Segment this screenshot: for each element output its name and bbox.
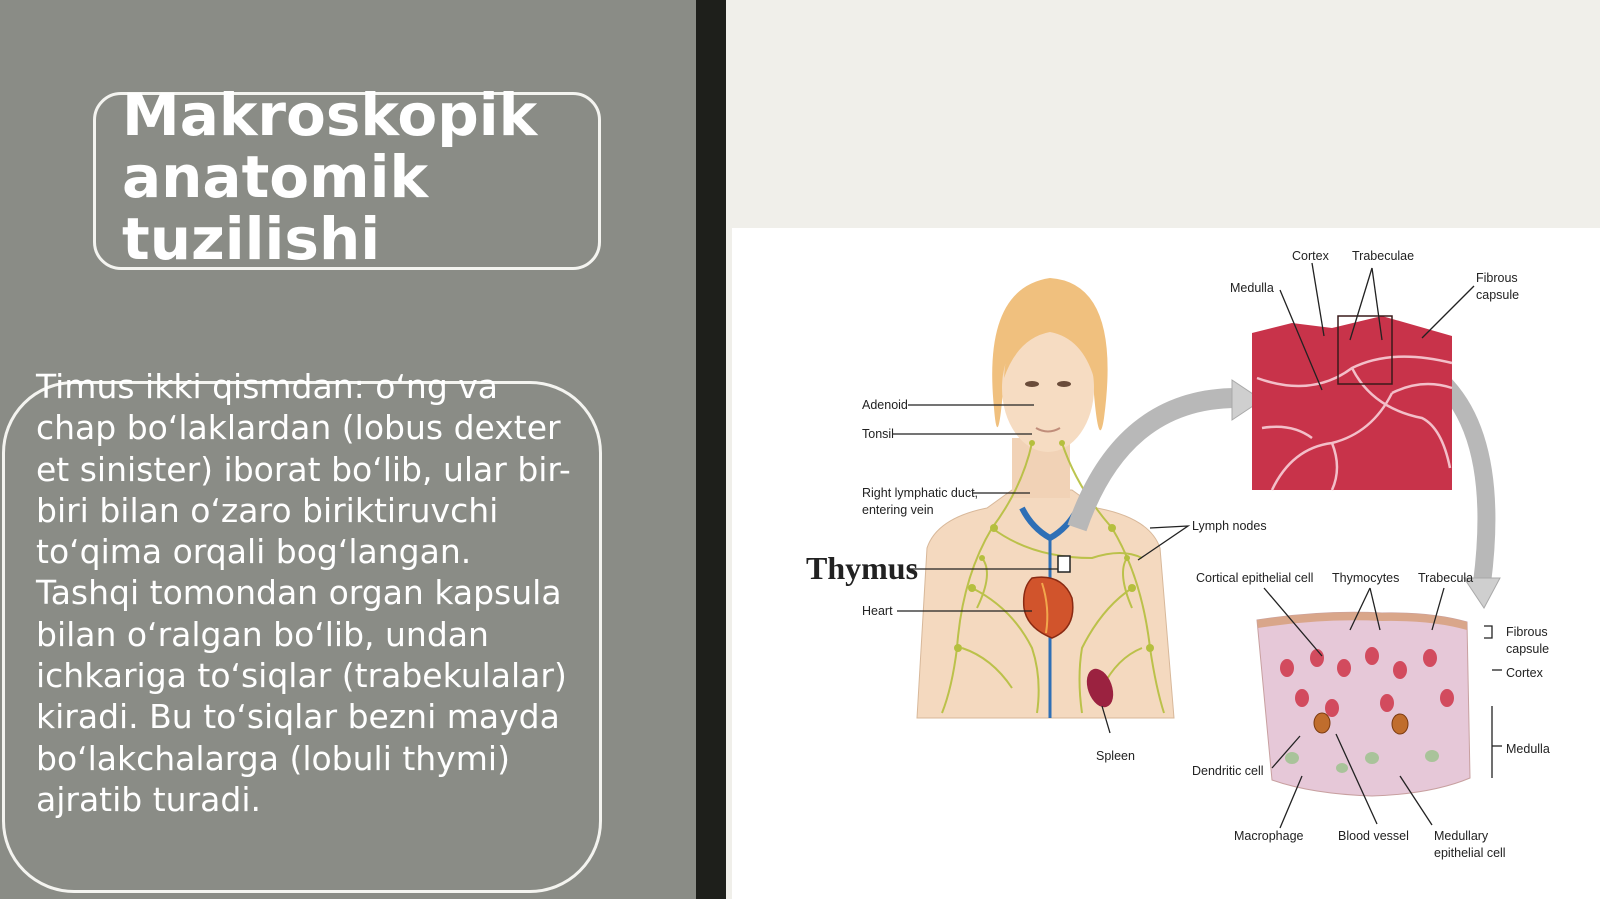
label-lymph-nodes: Lymph nodes	[1192, 519, 1267, 533]
label-heart: Heart	[862, 604, 893, 618]
label-medullary-epithelial-2: epithelial cell	[1434, 846, 1506, 860]
label-cortex-bottom: Cortex	[1506, 666, 1543, 680]
label-lymph-duct-2: entering vein	[862, 503, 934, 517]
label-blood-vessel: Blood vessel	[1338, 829, 1409, 843]
thymus-tissue-section	[1252, 316, 1452, 490]
label-fibrous-capsule-bottom-1: Fibrous	[1506, 625, 1548, 639]
label-trabecula: Trabecula	[1418, 571, 1474, 585]
panel-divider	[696, 0, 726, 899]
label-thymocytes: Thymocytes	[1332, 571, 1400, 585]
label-thymus: Thymus	[806, 550, 919, 586]
label-cortex-top: Cortex	[1292, 249, 1329, 263]
label-fibrous-capsule-bottom-2: capsule	[1506, 642, 1550, 656]
label-lymph-duct-1: Right lymphatic duct,	[862, 486, 979, 500]
label-spleen: Spleen	[1096, 749, 1135, 763]
thymus-diagram	[732, 228, 1600, 899]
thymus-figure	[732, 228, 1600, 899]
label-trabeculae: Trabeculae	[1352, 249, 1415, 263]
left-panel	[0, 0, 696, 899]
slide-body-text: Timus ikki qismdan: o‘ng va chap bo‘laklardan (lobus dexter et sinister) iborat bo‘lib, ular bir-biri bilan o‘zaro biriktiruvchi to‘qima orqali bog‘langan. Tashqi tomondan organ kapsula bilan o‘ralgan bo‘lib, undan ichkariga to‘siqlar (trabekulalar) kiradi. Bu to‘siqlar bezni mayda bo‘lakchalarga (lobuli thymi) ajratib turadi.	[36, 367, 571, 819]
slide-title: Makroskopik anatomik tuzilishi	[122, 81, 538, 273]
label-adenoid: Adenoid	[862, 398, 908, 412]
label-cortical-epithelial: Cortical epithelial cell	[1196, 571, 1314, 585]
right-panel	[726, 0, 1600, 899]
label-tonsil: Tonsil	[862, 427, 894, 441]
label-medulla-bottom: Medulla	[1506, 742, 1550, 756]
label-medulla-top: Medulla	[1230, 281, 1274, 295]
thymus-cell-section	[1257, 612, 1470, 796]
label-medullary-epithelial-1: Medullary	[1434, 829, 1489, 843]
label-dendritic-cell: Dendritic cell	[1192, 764, 1264, 778]
label-fibrous-capsule-top-1: Fibrous	[1476, 271, 1518, 285]
label-macrophage: Macrophage	[1234, 829, 1304, 843]
label-fibrous-capsule-top-2: capsule	[1476, 288, 1520, 302]
